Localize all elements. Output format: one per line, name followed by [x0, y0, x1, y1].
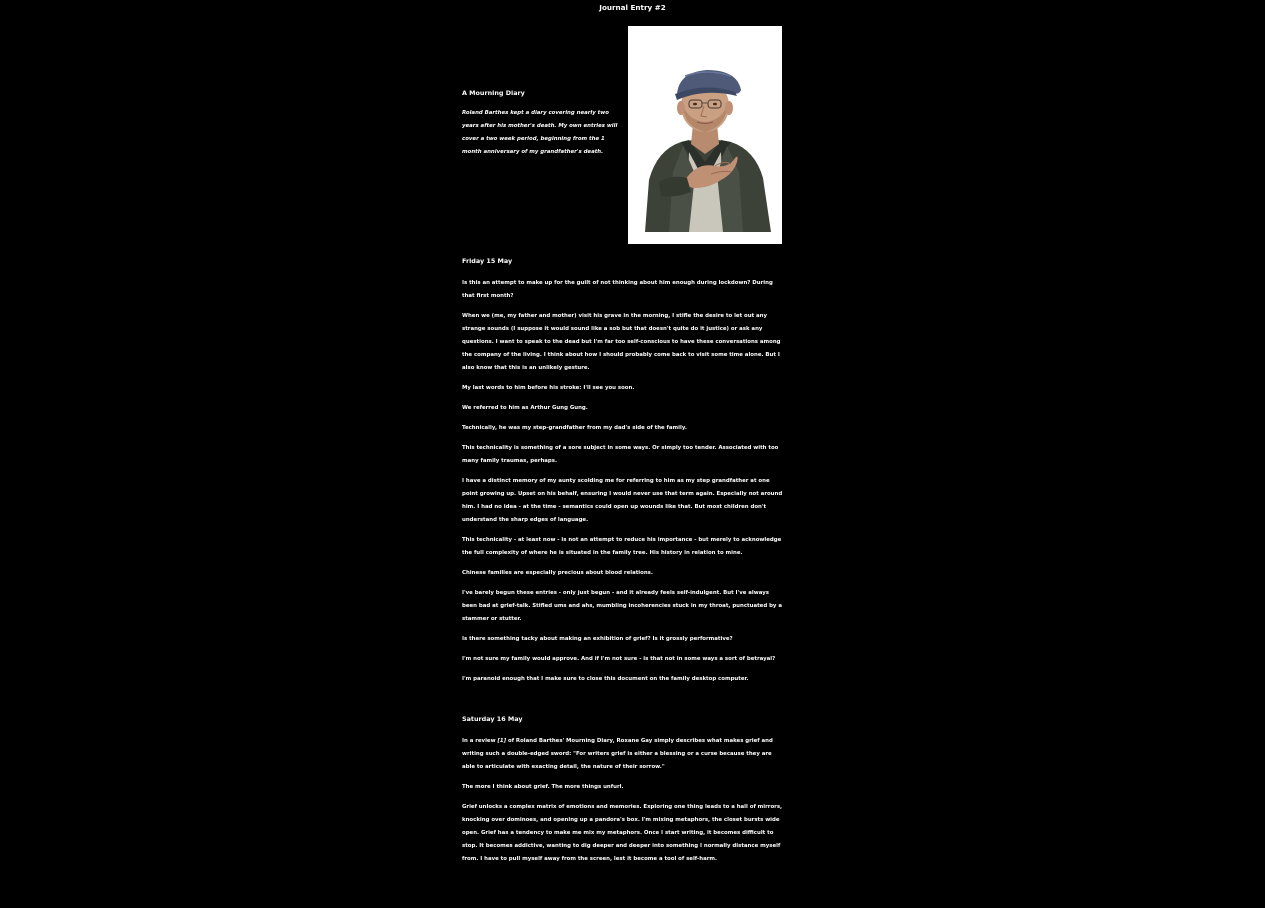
journal-entry [462, 735, 783, 866]
entry-paragraph: Grief unlocks a complex matrix of emotions and memories. Exploring one thing leads to a hall of mirrors, knocking over dominoes, and opening up a pandora's box. I'm mixing metaphors, the closet bursts wide open. Grief has a tendency to make me mix my metaphors. Once I start writing, it becomes difficult to stop. It becomes addictive, wanting to dig deeper and deeper into something I normally distance myself from. I have to pull myself away from the screen, lest it become a tool of self-harm. [462, 804, 783, 862]
entry-paragraph: This technicality is something of a sore subject in some ways. Or simply too tender. Associated with too many family traumas, perhaps. [462, 445, 779, 464]
grandfather-photo [628, 26, 782, 244]
entry-paragraph: This technicality - at least now - is not an attempt to reduce his importance - but merely to acknowledge the full complexity of where he is situated in the family tree. His history in relation to mine. [462, 537, 782, 556]
entry-paragraph: I'm paranoid enough that I make sure to close this document on the family desktop computer. [462, 676, 749, 682]
intro-description [462, 107, 620, 159]
paragraph-text: In a review [462, 738, 498, 744]
entry-paragraph: We referred to him as Arthur Gung Gung. [462, 405, 588, 411]
entry-paragraph: I've barely begun these entries - only just begun - and it already feels self-indulgent. But I've always been bad at grief-talk. Stifled ums and ahs, mumbling incoherencies stuck in my throat, punctuated by a stammer or stutter. [462, 590, 782, 622]
page-title: Journal Entry #2 [599, 3, 666, 12]
entry-paragraph: Technically, he was my step-grandfather from my dad's side of the family. [462, 425, 687, 431]
entry-paragraph-with-reference [462, 735, 783, 774]
journal-entry [462, 277, 783, 686]
entry-date: Saturday 16 May [462, 715, 523, 723]
entry-paragraph: Chinese families are especially precious about blood relations. [462, 570, 653, 576]
journal-column [462, 26, 783, 873]
portrait-image [639, 62, 771, 232]
intro-description-text: Roland Barthes kept a diary covering nearly two years after his mother's death. My own entries will cover a two week period, beginning from the 1 month anniversary of my grandfather's death. [462, 110, 618, 155]
entry-paragraph: I have a distinct memory of my aunty scolding me for referring to him as my step grandfather at one point growing up. Upset on his behalf, ensuring I would never use that term again. Especially not around him. I had no idea - at the time - semantics could open up wounds like that. But most children don't understand the sharp edges of language. [462, 478, 783, 523]
entry-date: Friday 15 May [462, 257, 513, 265]
paragraph-text: of Roland Barthes' Mourning Diary, Roxane Gay simply describes what makes grief and writing such a double-edged sword: "For writers grief is either a blessing or a curse because they are able to articulate with exacting detail, the nature of their sorrow." [462, 738, 773, 770]
intro-text-block [462, 87, 620, 159]
intro-section [462, 26, 783, 244]
entry-paragraph: The more I think about grief. The more things unfurl. [462, 784, 624, 790]
entry-paragraph: My last words to him before his stroke: I'll see you soon. [462, 385, 635, 391]
intro-heading: A Mourning Diary [462, 89, 525, 97]
entry-paragraph: When we (me, my father and mother) visit his grave in the morning, I stifle the desire to let out any strange sounds (I suppose it would sound like a sob but that doesn't quite do it justice) or ask any questions. I want to speak to the dead but I'm far too self-conscious to have these conversations among the company of the living. I think about how I should probably come back to visit some time alone. But I also know that this is an unlikely gesture. [462, 313, 781, 371]
entry-paragraph: Is this an attempt to make up for the guilt of not thinking about him enough during lockdown? During that first month? [462, 280, 773, 299]
entry-paragraph: I'm not sure my family would approve. And if I'm not sure - is that not in some ways a sort of betrayal? [462, 656, 776, 662]
footnote-reference-link[interactable]: [1] [497, 738, 507, 744]
entry-paragraph: Is there something tacky about making an exhibition of grief? Is it grossly performative? [462, 636, 733, 642]
